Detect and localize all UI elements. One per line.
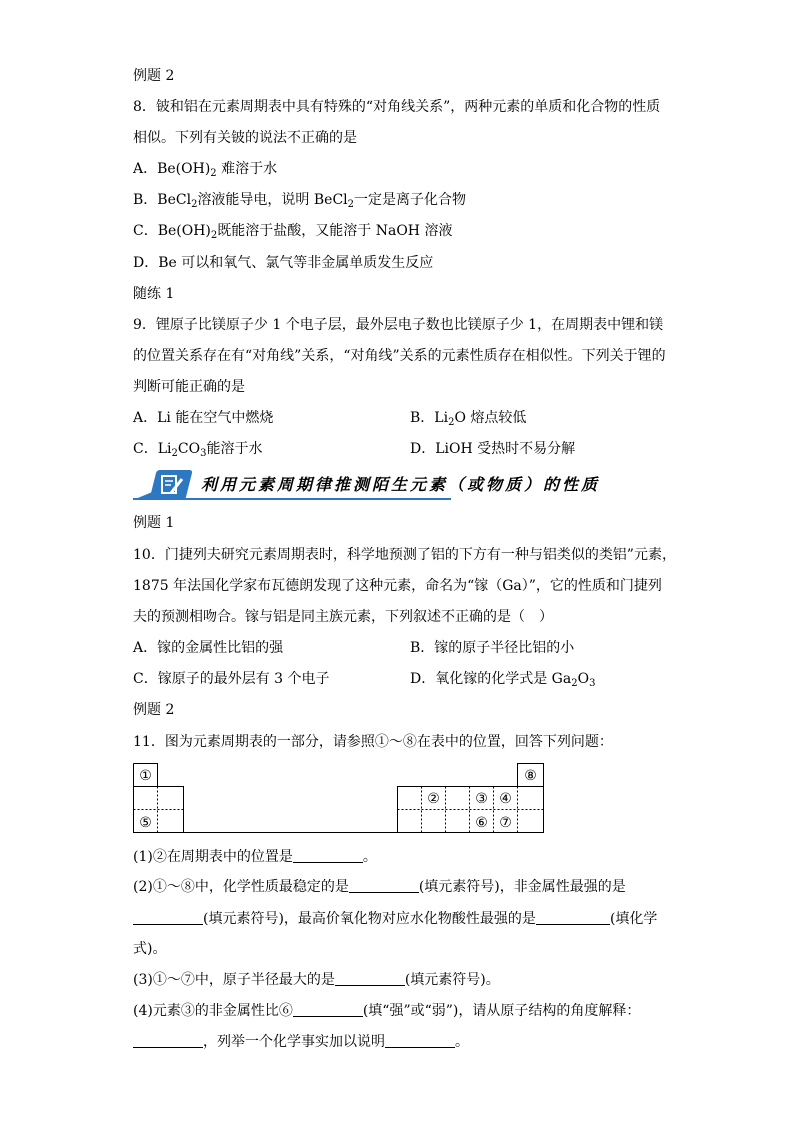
q9-stem-line2: 的位置关系存在有“对角线”关系，“对角线”关系的元素性质存在相似性。下列关于锂的 [133,348,666,364]
answer-blank[interactable] [133,1033,203,1048]
q10-option-b: B．镓的原子半径比铝的小 [410,640,575,656]
answer-blank[interactable] [293,848,363,863]
q8-option-d: D．Be 可以和氧气、氯气等非金属单质发生反应 [133,255,434,271]
answer-blank[interactable] [293,1002,363,1017]
cell-8: ⑧ [524,768,537,784]
q11-part2-line3: 式)。 [133,941,167,957]
pencil-note-icon [149,470,192,500]
q11-part3: (3)①～⑦中，原子半径最大的是 (填元素符号)。 [133,972,500,988]
q10-stem-line2: 1875 年法国化学家布瓦德朗发现了这种元素，命名为“镓（Ga）”，它的性质和门捷列 [133,578,662,594]
q9-option-c: C．$Li_2CO_3$能溶于水 [133,441,263,459]
q9-option-a: A．Li 能在空气中燃烧 [133,410,274,426]
q9-option-d: D．LiOH 受热时不易分解 [410,441,576,457]
q10-stem-line1: 10．门捷列夫研究元素周期表时，科学地预测了铝的下方有一种与铝类似的类铝”元素， [133,547,676,563]
q9-stem-line3: 判断可能正确的是 [133,379,245,395]
example-label: 例题 1 [133,515,175,531]
q11-part2-line1: (2)①～⑧中，化学性质最稳定的是 (填元素符号)，非金属性最强的是 [133,879,626,895]
q10-stem-line3: 夫的预测相吻合。镓与铝是同主族元素，下列叙述不正确的是（ ） [133,609,553,625]
answer-blank[interactable] [349,878,419,893]
answer-blank[interactable] [133,910,203,925]
q9-stem-line1: 9．锂原子比镁原子少 1 个电子层，最外层电子数也比镁原子少 1，在周期表中锂和镁 [133,317,664,333]
q8-option-b: B．BeCl$_2$溶液能导电，说明 BeCl$_2$一定是离子化合物 [133,192,467,210]
q11-intro: 11．图为元素周期表的一部分，请参照①～⑧在表中的位置，回答下列问题： [133,734,613,750]
q11-part1: (1)②在周期表中的位置是 。 [133,849,377,865]
example-label: 例题 2 [133,702,175,718]
q8-stem-line2: 相似。下列有关铍的说法不正确的是 [133,130,357,146]
cell-7: ⑦ [499,815,512,831]
answer-blank[interactable] [335,971,405,986]
answer-blank[interactable] [536,910,610,925]
example-label: 例题 2 [133,68,175,84]
cell-5: ⑤ [139,815,152,831]
periodic-table-fragment [133,763,545,833]
q10-option-a: A．镓的金属性比铝的强 [133,640,284,656]
q10-option-c: C．镓原子的最外层有 3 个电子 [133,671,330,687]
cell-6: ⑥ [475,815,488,831]
answer-blank[interactable] [385,1033,455,1048]
section-banner [133,468,613,502]
banner-title: 利用元素周期律推测陌生元素（或物质）的性质 [201,475,601,494]
q8-stem-line1: 8．铍和铝在元素周期表中具有特殊的“对角线关系”，两种元素的单质和化合物的性质 [133,99,661,115]
cell-4: ④ [499,791,512,807]
practice-label: 随练 1 [133,286,175,302]
cell-3: ③ [475,791,488,807]
q8-option-a: A．$Be(OH)_2$ 难溶于水 [133,161,278,179]
cell-2: ② [427,791,440,807]
q11-part2-line2: (填元素符号)，最高价氧化物对应水化物酸性最强的是 (填化学 [133,909,657,929]
q8-option-c: C．$Be(OH)_2$既能溶于盐酸，又能溶于 NaOH 溶液 [133,223,453,241]
q9-option-b: B．$Li_2O$ 熔点较低 [410,410,527,428]
q10-option-d: D．氧化镓的化学式是 $Ga_2O_3$ [410,671,596,689]
cell-1: ① [139,768,152,784]
q11-part4-line2: ，列举一个化学事实加以说明 。 [133,1032,469,1052]
q11-part4-line1: (4)元素③的非金属性比⑥ (填“强”或“弱”)，请从原子结构的角度解释： [133,1003,641,1019]
